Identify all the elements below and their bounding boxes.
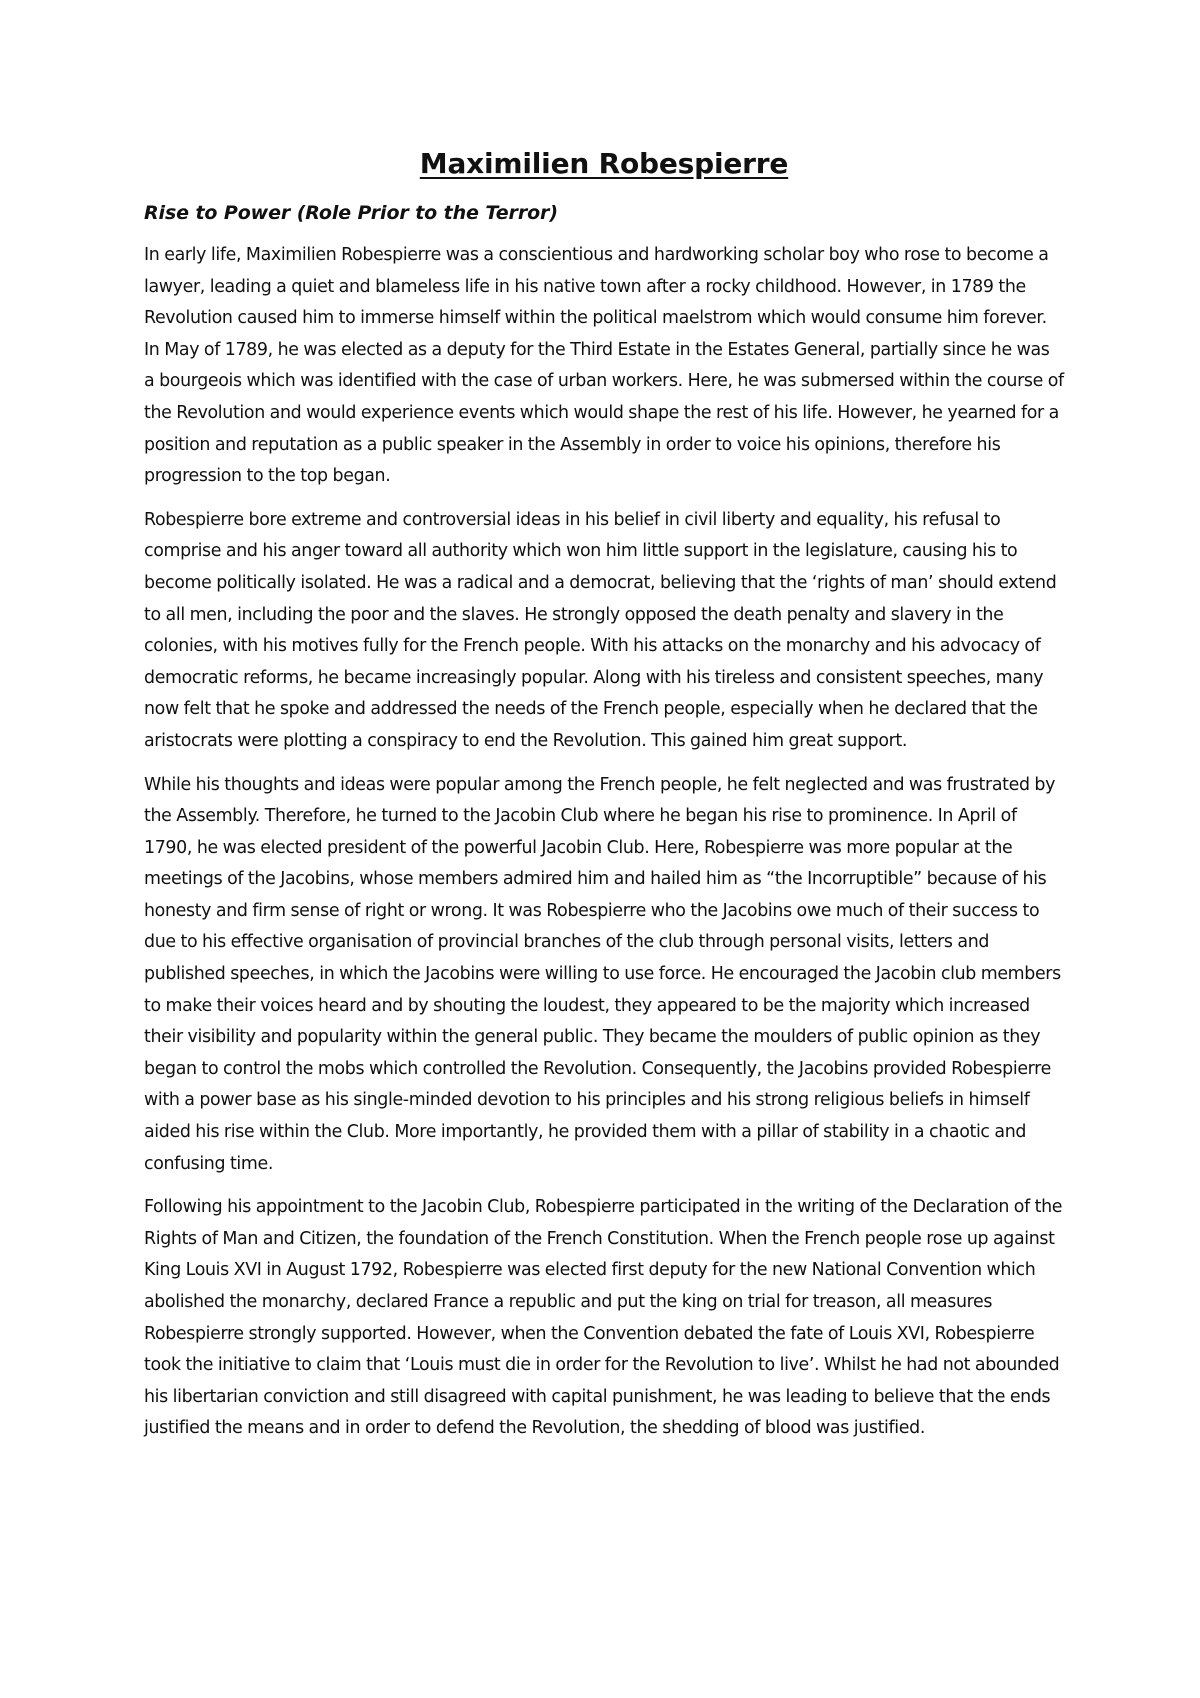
body-paragraph-3: While his thoughts and ideas were popular among the French people, he felt neglected and was frustrated by the Assembly. Therefore, he turned to the Jacobin Club where he began his rise to prominence. In April of 1790, he was elected president of the powerful Jacobin Club. Here, Robespierre was more popular at the meetings of the Jacobins, whose members admired him and hailed him as “the Incorruptible” because of his honesty and firm sense of right or wrong. It was Robespierre who the Jacobins owe much of their success to due to his effective organisation of provincial branches of the club through personal visits, letters and published speeches, in which the Jacobins were willing to use force. He encouraged the Jacobin club members to make their voices heard and by shouting the loudest, they appeared to be the majority which increased their visibility and popularity within the general public. They became the moulders of public opinion as they began to control the mobs which controlled the Revolution. Consequently, the Jacobins provided Robespierre with a power base as his single-minded devotion to his principles and his strong religious beliefs in himself aided his rise within the Club. More importantly, he provided them with a pillar of stability in a chaotic and confusing time.: [144, 774, 1061, 1174]
body-paragraph-1: In early life, Maximilien Robespierre was a conscientious and hardworking scholar boy who rose to become a lawyer, leading a quiet and blameless life in his native town after a rocky childhood. However, in 1789 the Revolution caused him to immerse himself within the political maelstrom which would consume him forever. In May of 1789, he was elected as a deputy for the Third Estate in the Estates General, partially since he was a bourgeois which was identified with the case of urban workers. Here, he was submersed within the course of the Revolution and would experience events which would shape the rest of his life. However, he yearned for a position and reputation as a public speaker in the Assembly in order to voice his opinions, therefore his progression to the top began.: [144, 245, 1064, 487]
section-heading: Rise to Power (Role Prior to the Terror): [144, 202, 558, 224]
document-page: [144, 144, 1064, 1445]
body-paragraph-2: Robespierre bore extreme and controversial ideas in his belief in civil liberty and equality, his refusal to comprise and his anger toward all authority which won him little support in the legislature, causing his to become politically isolated. He was a radical and a democrat, believing that the ‘rights of man’ should extend to all men, including the poor and the slaves. He strongly opposed the death penalty and slavery in the colonies, with his motives fully for the French people. With his attacks on the monarchy and his advocacy of democratic reforms, he became increasingly popular. Along with his tireless and consistent speeches, many now felt that he spoke and addressed the needs of the French people, especially when he declared that the aristocrats were plotting a conspiracy to end the Revolution. This gained him great support.: [144, 509, 1057, 751]
body-paragraph-4: Following his appointment to the Jacobin Club, Robespierre participated in the writing of the Declaration of the Rights of Man and Citizen, the foundation of the French Constitution. When the French people rose up against King Louis XVI in August 1792, Robespierre was elected first deputy for the new National Convention which abolished the monarchy, declared France a republic and put the king on trial for treason, all measures Robespierre strongly supported. However, when the Convention debated the fate of Louis XVI, Robespierre took the initiative to claim that ‘Louis must die in order for the Revolution to live’. Whilst he had not abounded his libertarian conviction and still disagreed with capital punishment, he was leading to believe that the ends justified the means and in order to defend the Revolution, the shedding of blood was justified.: [144, 1197, 1063, 1439]
document-title: Maximilien Robespierre: [419, 147, 789, 180]
